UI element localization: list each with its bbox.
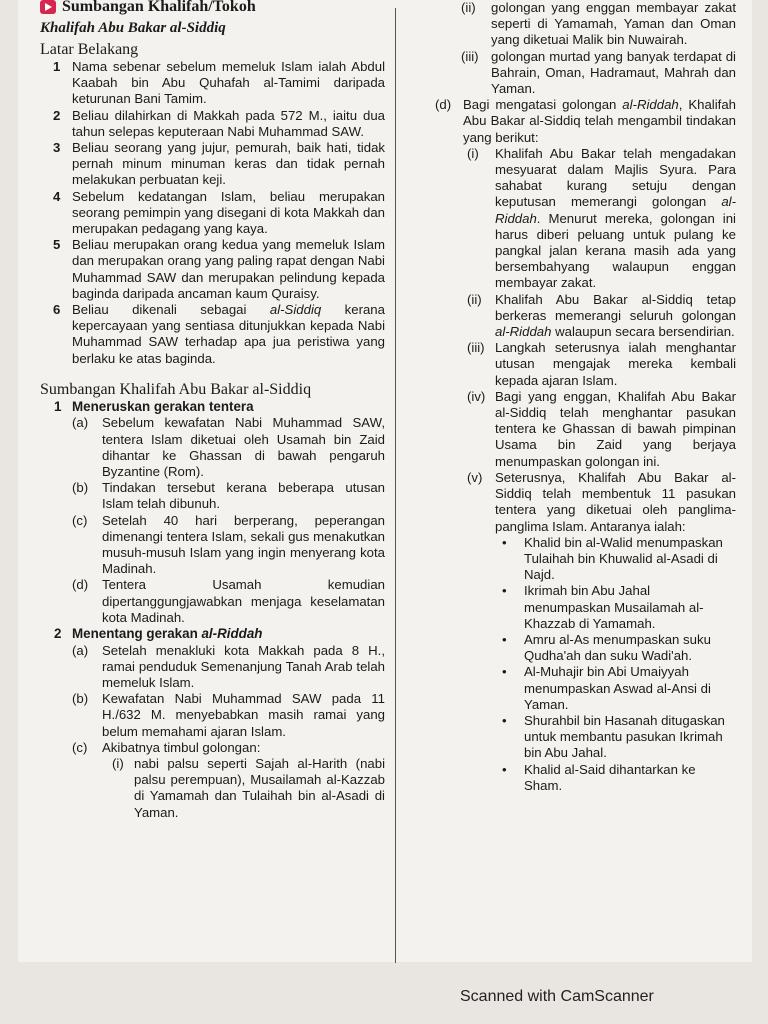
list-item: (iii) golongan murtad yang banyak terdapat di Bahrain, Oman, Hadramaut, Mahrah dan Yaman. [461,48,736,97]
list-item: (c) Akibatnya timbul golongan: [72,739,261,755]
list-item: 5 Beliau merupakan orang kedua yang memeluk Islam dan merupakan orang yang paling rapat dengan Nabi Muhammad SAW dan merupakan pelindung kepada baginda daripada ancaman kaum Quraisy. [53,237,385,301]
tindakan-list [403,146,736,535]
list-item: • Khalid bin al-Walid menumpaskan Tulaihah bin Khuwalid al-Asadi di Najd. [403,535,736,584]
list-item: (v) Seterusnya, Khalifah Abu Bakar al-Siddiq telah membentuk 11 pasukan tentera yang diketuai oleh panglima-panglima Islam. Antaranya ialah: [467,469,736,534]
list-item: (iii) Langkah seterusnya ialah menghantar utusan mengajak mereka kembali kepada ajaran Islam. [467,340,736,388]
right-column [403,0,736,794]
list-item: 1 Nama sebenar sebelum memeluk Islam ialah Abdul Kaabah bin Abu Quhafah al-Tamimi daripada keturunan Bani Tamim. [53,59,385,107]
list-item: • Shurahbil bin Hasanah ditugaskan untuk membantu pasukan Ikrimah bin Abu Jahal. [403,713,736,762]
page-subtitle: Khalifah Abu Bakar al-Siddiq [40,20,226,36]
arrow-tag-icon [40,0,56,14]
list-item: • Khalid al-Said dihantarkan ke Sham. [403,762,736,794]
list-item: (c) Setelah 40 hari berperang, peperangan dimenangi tentera Islam, sekali gus menakutkan musuh-musuh Islam yang ingin menyerang kota Madinah. [72,512,385,577]
point-2-list [40,643,385,756]
list-item: 3 Beliau seorang yang jujur, pemurah, baik hati, tidak pernah minum minuman keras dan tidak pernah melakukan perbuatan keji. [53,140,385,188]
section-tag [40,0,385,16]
golongan-list-cont [403,0,736,97]
scanned-page [18,0,752,962]
list-item: (ii) Khalifah Abu Bakar al-Siddiq tetap berkeras memerangi seluruh golongan al-Riddah walaupun secara bersendirian. [467,291,736,340]
latar-list [40,59,385,367]
left-column [40,0,385,821]
sumbangan-heading: Sumbangan Khalifah Abu Bakar al-Siddiq [40,380,312,398]
list-item: (i) nabi palsu seperti Sajah al-Harith (nabi palsu perempuan), Musailamah al-Kazzab di Yamamah dan Tulaihah bin al-Asadi di Yaman. [112,755,385,820]
panglima-list [403,535,736,794]
list-item: (d) Tentera Usamah kemudian dipertanggungjawabkan menjaga keselamatan kota Madinah. [72,577,385,625]
list-item: (a) Setelah menakluki kota Makkah pada 8 H., ramai penduduk Semenanjung Tanah Arab telah memeluk Islam. [72,642,385,690]
list-item: (b) Kewafatan Nabi Muhammad SAW pada 11 H./632 M. menyebabkan masih ramai yang belum memahami ajaran Islam. [72,691,385,739]
list-item: 2 Beliau dilahirkan di Makkah pada 572 M., iaitu dua tahun selepas keputeraan Nabi Muhammad SAW. [53,107,385,139]
section-tag-label: Sumbangan Khalifah/Tokoh [62,0,256,15]
latar-heading: Latar Belakang [40,41,139,58]
list-item: 4 Sebelum kedatangan Islam, beliau merupakan seorang pemimpin yang disegani di kota Makkah dan merupakan pedagang yang kaya. [53,188,385,237]
camscanner-watermark: Scanned with CamScanner [460,988,654,1005]
list-item: • Al-Muhajir bin Abi Umaiyyah menumpaskan Aswad al-Ansi di Yaman. [403,664,736,713]
column-divider [395,8,396,963]
list-item: (ii) golongan yang enggan membayar zakat seperti di Yamamah, Yaman dan Oman yang diketuai Malik bin Nuwairah. [461,0,736,48]
list-item: 6 Beliau dikenali sebagai al-Siddiq kerana kepercayaan yang sentiasa ditunjukkan kepada Nabi Muhammad SAW terhadap apa jua peristiwa yang berlaku ke atas baginda. [53,302,385,366]
golongan-list [40,756,385,821]
list-item: (a) Sebelum kewafatan Nabi Muhammad SAW, tentera Islam diketuai oleh Usamah bin Zaid dihantar ke Ghassan di bawah pengaruh Byzantine (Rom). [72,415,385,479]
list-item: (b) Tindakan tersebut kerana beberapa utusan Islam telah dibunuh. [72,480,385,512]
point-1-heading: 1 Meneruskan gerakan tentera [54,398,254,414]
list-item: (i) Khalifah Abu Bakar telah mengadakan mesyuarat dalam Majlis Syura. Para sahabat kurang setuju dengan keputusan memerangi golongan al-Riddah. Menurut mereka, golongan ini harus diberi peluang untuk pulang ke pangkal jalan kerana masih ada yang bersembahyang walaupun enggan membayar zakat. [467,145,736,291]
list-item: • Amru al-As menumpaskan suku Qudha'ah dan suku Wadi'ah. [403,632,736,664]
list-item: (iv) Bagi yang enggan, Khalifah Abu Bakar al-Siddiq telah menghantar pasukan tentera ke Ghassan di bawah pimpinan Usama bin Zaid yang berjaya menumpaskan golongan ini. [467,388,736,469]
point-1-list [40,415,385,626]
list-item: • Ikrimah bin Abu Jahal menumpaskan Musailamah al-Khazzab di Yamamah. [403,583,736,632]
point-2-heading: 2 Menentang gerakan al-Riddah [54,626,263,641]
point-2-d: (d) Bagi mengatasi golongan al-Riddah, Khalifah Abu Bakar al-Siddiq telah mengambil tindakan yang berikut: [435,97,736,145]
